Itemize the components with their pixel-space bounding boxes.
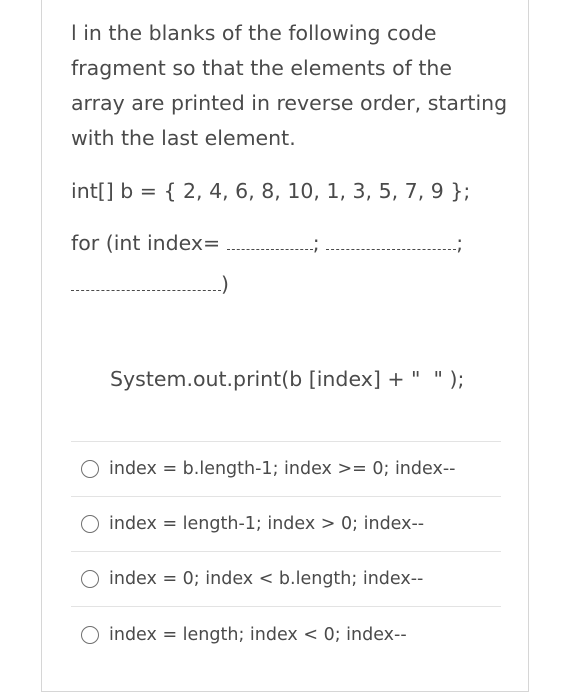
- option-3-label: index = 0; index < b.length; index--: [109, 569, 424, 589]
- option-3[interactable]: [71, 552, 501, 607]
- for-loop-line-1: [71, 229, 463, 257]
- separator-2: ;: [456, 231, 464, 255]
- option-1[interactable]: [71, 442, 501, 497]
- array-declaration: int[] b = { 2, 4, 6, 8, 10, 1, 3, 5, 7, 9 };: [71, 179, 471, 203]
- blank-3: [71, 272, 221, 291]
- option-4-label: index = length; index < 0; index--: [109, 624, 407, 645]
- for-loop-line-2: [71, 270, 229, 298]
- option-4[interactable]: [71, 607, 501, 662]
- radio-button-icon[interactable]: [81, 626, 99, 644]
- closing-paren: ): [221, 272, 229, 296]
- answer-options: [71, 441, 501, 662]
- question-text: l in the blanks of the following code fragment so that the elements of the array are printed in reverse order, starting with the last element.: [71, 21, 508, 150]
- radio-button-icon[interactable]: [81, 570, 99, 588]
- radio-button-icon[interactable]: [81, 515, 99, 533]
- separator-1: ;: [312, 231, 320, 255]
- option-2-label: index = length-1; index > 0; index--: [109, 514, 425, 534]
- blank-2: [326, 231, 456, 250]
- blank-1: [227, 231, 313, 250]
- option-2[interactable]: [71, 497, 501, 552]
- print-statement: System.out.print(b [index] + " " );: [110, 367, 465, 391]
- for-prefix: for (int index=: [71, 231, 227, 255]
- option-1-label: index = b.length-1; index >= 0; index--: [109, 459, 456, 479]
- radio-button-icon[interactable]: [81, 460, 99, 478]
